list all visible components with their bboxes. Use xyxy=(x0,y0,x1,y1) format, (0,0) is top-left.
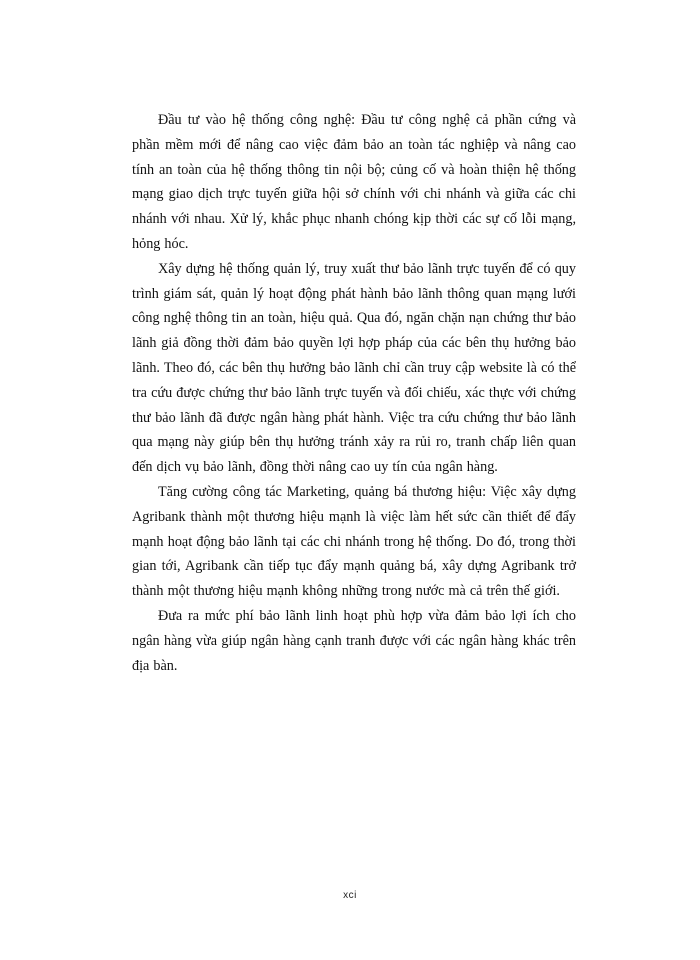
paragraph-technology-investment: Đầu tư vào hệ thống công nghệ: Đầu tư công nghệ cả phần cứng và phần mềm mới để nâng cao việc đảm bảo an toàn tác nghiệp và nâng cao tính an toàn của hệ thống thông tin nội bộ; củng cố và hoàn thiện hệ thống mạng giao dịch trực tuyến giữa hội sở chính với chi nhánh và giữa các chi nhánh với nhau. Xử lý, khắc phục nhanh chóng kịp thời các sự cố lỗi mạng, hỏng hóc. xyxy=(132,112,576,252)
paragraph-flexible-fees: Đưa ra mức phí bảo lãnh linh hoạt phù hợp vừa đảm bảo lợi ích cho ngân hàng vừa giúp ngân hàng cạnh tranh được với các ngân hàng khác trên địa bàn. xyxy=(132,607,576,674)
paragraph-online-guarantee-system: Xây dựng hệ thống quản lý, truy xuất thư bảo lãnh trực tuyến để có quy trình giám sát, quản lý hoạt động phát hành bảo lãnh thông quan mạng lưới công nghệ thông tin an toàn, hiệu quả. Qua đó, ngăn chặn nạn chứng thư bảo lãnh giả đồng thời đảm bảo quyền lợi hợp pháp của các bên thụ hưởng bảo lãnh. Theo đó, các bên thụ hưởng bảo lãnh chỉ cần truy cập website là có thể tra cứu được chứng thư bảo lãnh trực tuyến và đối chiếu, xác thực với chứng thư bảo lãnh đã được ngân hàng phát hành. Việc tra cứu chứng thư bảo lãnh qua mạng này giúp bên thụ hưởng tránh xảy ra rủi ro, tranh chấp liên quan đến dịch vụ bảo lãnh, đồng thời nâng cao uy tín của ngân hàng. xyxy=(132,260,576,476)
body-text xyxy=(132,108,576,678)
page-number: xci xyxy=(343,890,357,901)
paragraph-marketing-branding: Tăng cường công tác Marketing, quảng bá thương hiệu: Việc xây dựng Agribank thành một thương hiệu mạnh là việc làm hết sức cần thiết để đẩy mạnh hoạt động bảo lãnh tại các chi nhánh trong hệ thống. Do đó, trong thời gian tới, Agribank cần tiếp tục đẩy mạnh quảng bá, xây dựng Agribank trở thành một thương hiệu mạnh không những trong nước mà cả trên thế giới. xyxy=(132,483,576,600)
